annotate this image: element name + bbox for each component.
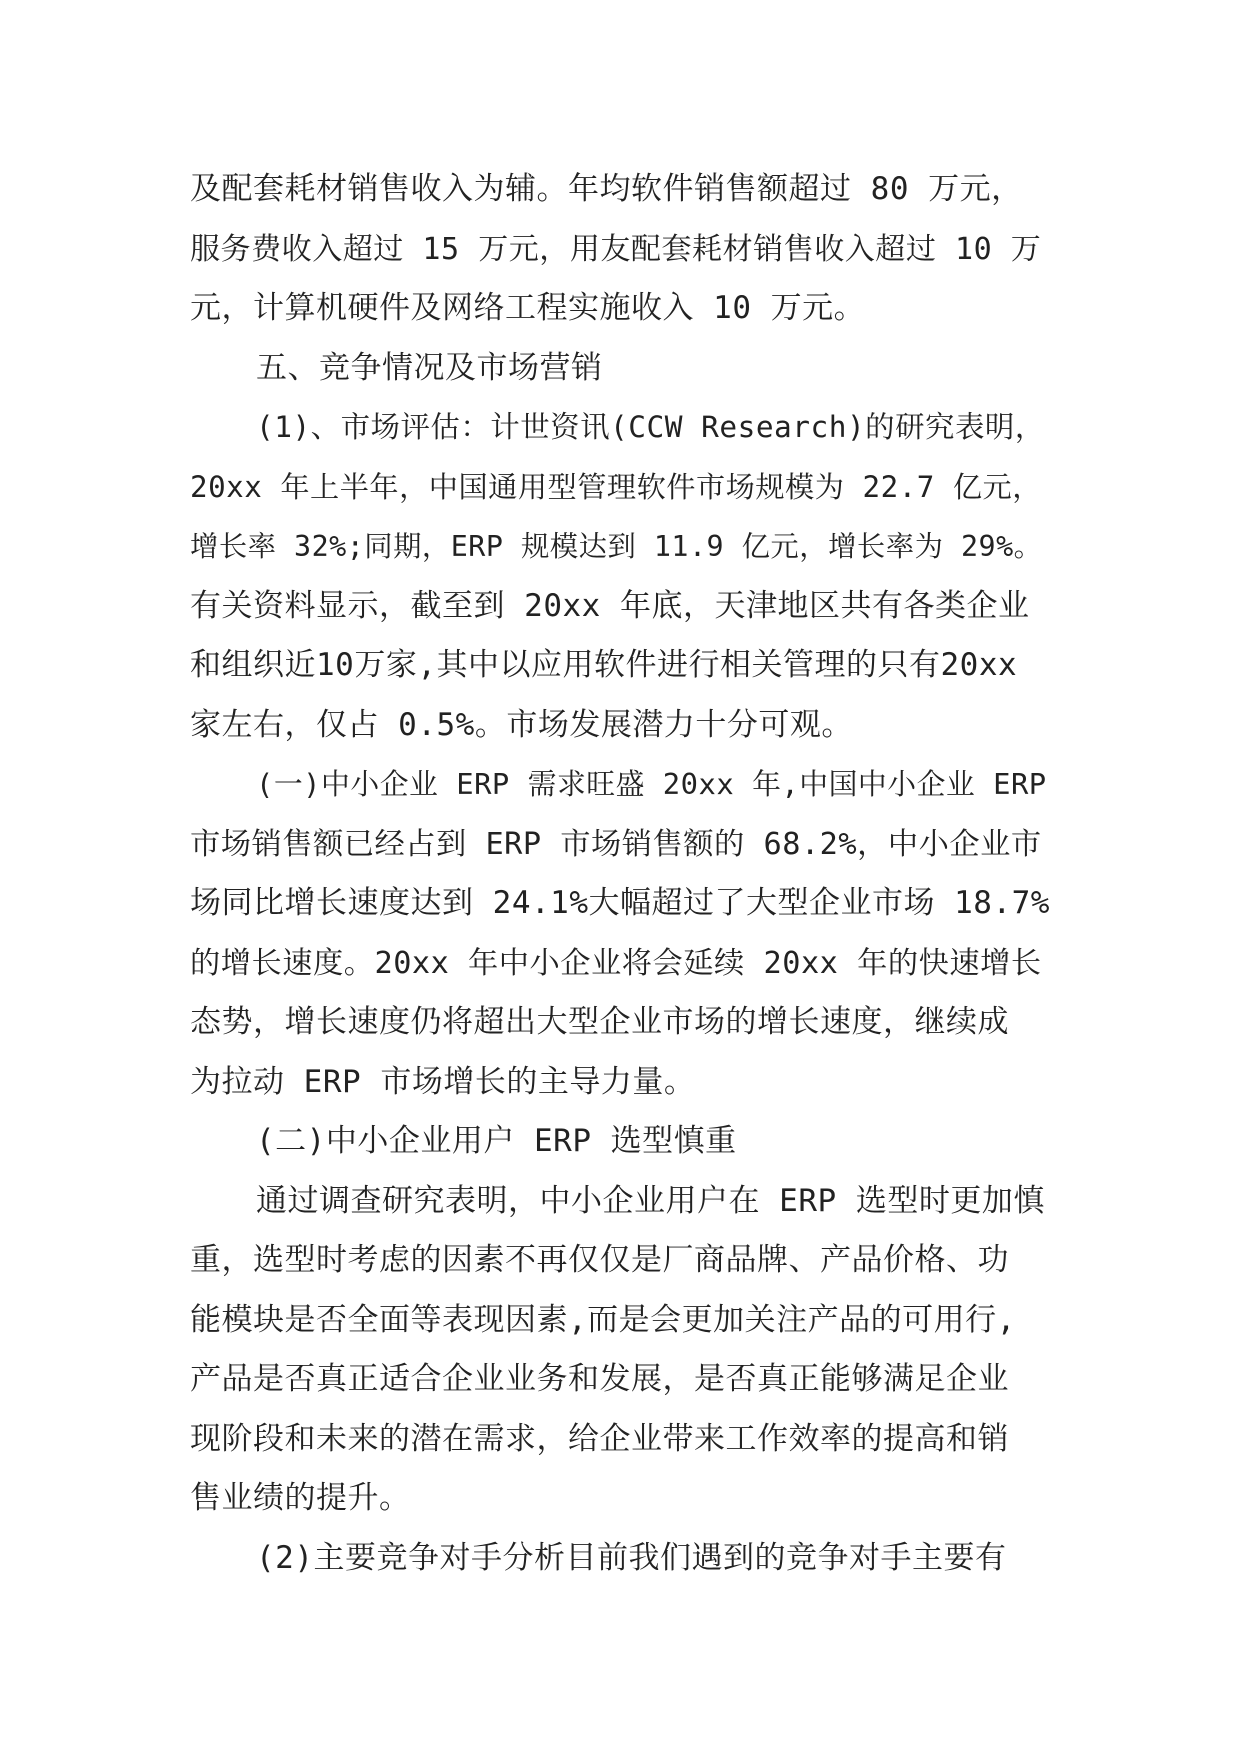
text-line: 为拉动 ERP 市场增长的主导力量。: [190, 1063, 696, 1100]
text-line: 产品是否真正适合企业业务和发展，是否真正能够满足企业: [190, 1361, 1009, 1397]
paragraph-start-line: (一)中小企业 ERP 需求旺盛 20xx 年,中国中小企业 ERP: [256, 767, 1047, 801]
text-line: 场同比增长速度达到 24.1%大幅超过了大型企业市场 18.7%: [190, 885, 1050, 921]
paragraph-start-line: 通过调查研究表明，中小企业用户在 ERP 选型时更加慎: [256, 1182, 1045, 1219]
text-line: 售业绩的提升。: [190, 1480, 411, 1516]
text-line: 增长率 32%;同期，ERP 规模达到 11.9 亿元，增长率为 29%。: [190, 530, 1043, 563]
text-line: 有关资料显示，截至到 20xx 年底，天津地区共有各类企业: [190, 587, 1030, 624]
text-line: 服务费收入超过 15 万元，用友配套耗材销售收入超过 10 万: [190, 231, 1042, 267]
text-line: 的增长速度。20xx 年中小企业将会延续 20xx 年的快速增长: [190, 945, 1042, 981]
document-body: [190, 160, 1050, 1588]
section-heading: 五、竞争情况及市场营销: [256, 349, 603, 386]
text-line: 家左右，仅占 0.5%。市场发展潜力十分可观。: [190, 706, 853, 743]
paragraph-start-line: (2)主要竞争对手分析目前我们遇到的竞争对手主要有: [256, 1539, 1007, 1576]
text-line: 态势，增长速度仍将超出大型企业市场的增长速度，继续成: [190, 1004, 1009, 1040]
text-line: 能模块是否全面等表现因素,而是会更加关注产品的可用行,: [190, 1301, 1016, 1338]
text-line: 和组织近10万家,其中以应用软件进行相关管理的只有20xx: [190, 647, 1018, 683]
text-line: 现阶段和未来的潜在需求，给企业带来工作效率的提高和销: [190, 1420, 1009, 1457]
paragraph-start-line: (1)、市场评估：计世资讯(CCW Research)的研究表明，: [256, 410, 1045, 444]
text-line: 重，选型时考虑的因素不再仅仅是厂商品牌、产品价格、功: [190, 1242, 1009, 1278]
text-line: 元，计算机硬件及网络工程实施收入 10 万元。: [190, 290, 866, 326]
text-line: 市场销售额已经占到 ERP 市场销售额的 68.2%，中小企业市: [190, 826, 1042, 862]
subsection-heading: (二)中小企业用户 ERP 选型慎重: [256, 1123, 737, 1159]
text-line: 20xx 年上半年，中国通用型管理软件市场规模为 22.7 亿元，: [190, 469, 1042, 504]
text-line: 及配套耗材销售收入为辅。年均软件销售额超过 80 万元，: [190, 171, 1023, 207]
